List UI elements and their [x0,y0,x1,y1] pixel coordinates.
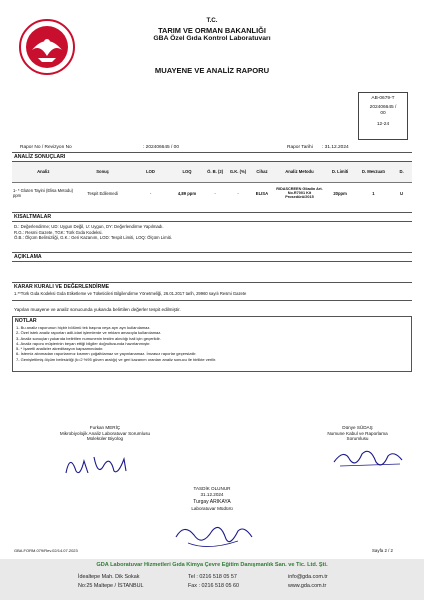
approval-label: TASDİK OLUNUR [193,486,231,491]
footer-phone: Tel : 0216 518 05 57 [188,574,237,580]
table-row [12,182,412,204]
cell-method: RIDASCREEN Gliadin Art. No.R7001 Kit Prosedürü/2015 [276,187,323,200]
col-device: Cihaz [249,162,274,182]
cell-regulation: 1 [372,190,375,196]
header-line-1: T.C. [206,17,218,24]
report-date-label: Rapor Tarihi [287,145,313,150]
footer-website[interactable]: www.gda.com.tr [288,583,327,589]
abbreviations-title: KISALTMALAR [12,212,412,222]
note-line: 4- Analiz raporu müşterinin beyan ettiği bilgiler doğrultusunda hazırlanmıştır. [16,340,151,346]
rules-title: KARAR KURALI VE DEĞERLENDİRME [12,282,412,291]
col-uncertainty: Ö. B. (2) [204,162,227,182]
cell-recovery: - [237,190,239,196]
cell-limit: 20ppm [333,190,347,196]
footer-company: GDA Laboratuvar Hizmetleri Gıda Kimya Çevre Eğitim Danışmanlık San. ve Tic. Ltd. Şti. [96,562,328,568]
lab-name: GBA Özel Gıda Kontrol Laboratuvarı [153,35,271,42]
col-result: Sonuç [75,162,131,182]
col-loq: LOQ [170,162,203,182]
notes-title: NOTLAR [15,318,37,324]
right-signatory-role: Sorumlusu [346,436,369,442]
ref-revision: 00 [380,111,386,116]
approver-name: Turgay ARIKAYA [193,499,231,506]
footer-fax: Fax : 0216 518 05 60 [188,583,239,589]
right-signatory-name: Dünye SÜDAŞ [342,425,373,430]
left-signatory-name: Furkan MERİÇ [89,425,121,430]
report-no-label: Rapor No / Revizyon No [20,145,72,150]
results-section-title: ANALİZ SONUÇLARI [12,152,412,162]
cell-lod: - [149,190,152,196]
cell-uncertainty: - [214,190,216,196]
col-recovery: G.K. (%) [227,162,250,182]
abbreviations-text [14,224,410,241]
cell-result: Tespit Edilemedi [87,190,118,196]
cell-evaluation: U [400,190,404,196]
note-line: 1- Bu analiz raporunun hiçbir bölümü tek başına veya ayrı ayrı kullanılamaz. [16,325,151,330]
abbreviation-line: Ö.B.: Ölçüm Belirsizliği, G.K.: Geri Kazanım, LOD: Tespit Limiti, LOQ: Ölçüm Limiti. [14,235,172,240]
ministry-name: TARIM VE ORMAN BAKANLIĞI [158,26,266,35]
col-lod: LOD [131,162,171,182]
col-limit: D. Limiti [324,162,355,182]
accreditation-ref-box [358,92,408,140]
approval-block [152,486,272,511]
footer-address-1: İdealtepe Mah. Dik Sokak [78,574,140,580]
approval-date: 31.12.2024 [200,491,224,497]
notes-box [12,316,412,372]
approval-signature [168,517,258,553]
footer-email[interactable]: info@gda.com.tr [288,574,328,580]
note-line: 6- İstemiz alınmadan raporlarımız kısmen çoğaltılamaz ve yayınlanamaz. İmzasız raporlar geçersizdir. [16,351,197,357]
left-signatory [30,425,180,442]
abbreviation-line: D.: Değerlendirme; UD: Uygun Değil, U: Uygun, DY: Değerlendirme Yapılmadı. [14,224,164,229]
report-title: MUAYENE VE ANALİZ RAPORU [154,66,270,75]
ref-code: AB-0679-T [371,96,395,101]
note-line: 2- Özel istek analiz raporları adli-idari işlemlerde ve reklam amacıyla kullanılamaz. [16,330,162,336]
left-signature [60,447,150,481]
ref-period: 12-24 [376,122,390,127]
note-line: 3- Analiz sonuçları yukarıda belirtilen numunenin testim alındığı hali için geçerlidir. [16,335,161,341]
report-no-value: : 202406645 / 00 [143,145,180,150]
results-table [12,162,412,204]
note-line: 7- Genişletilmiş ölçüm belirsizliği (k=2 %95 güven aralığı) ve geri kazanım oranları analiz sonucu ile birlikte verilir. [16,356,217,362]
right-signature [330,444,410,472]
abbreviation-line: R.G.: Resmi Gazete, TGK: Türk Gıda Kodeksi. [14,229,103,235]
col-analysis: Analiz [12,162,75,182]
cell-device: ELISA [255,190,269,196]
cell-loq: 4,89 ppm [177,190,197,196]
right-signatory [300,425,415,442]
rules-text: 1.**Türk Gıda Kodeksi Gıda Etiketleme ve Tüketicileri Bilgilendirme Yönetmeliği, 26.01.2017 tarih, 29960 sayılı Resmi Gazete [14,291,247,296]
page-number: Sayfa 2 / 2 [372,548,393,553]
note-line: 5- * İşaretli analizler akreditasyon kapsamındadır. [16,346,104,352]
explanation-title: AÇIKLAMA [12,252,412,262]
approver-title: Laboratuvar Müdürü [191,505,233,511]
rules-divider [12,300,412,301]
right-signatory-title: Numune Kabul ve Raporlama [327,430,388,436]
left-signatory-role: Moleküler Biyolog [86,436,124,442]
col-evaluation: D. [391,162,412,182]
report-date-value: : 31.12.2024 [322,145,349,150]
statement-text: Yapılan muayene ve analiz sonucunda yukarıda belirtilen değerler tespit edilmiştir. [14,307,181,312]
form-number: GBA.FORM.079/Rev.02/14.07.2023 [14,548,78,553]
col-method: Analiz Metodu [274,162,324,182]
footer-address-2: No:25 Maltepe / İSTANBUL [78,583,144,589]
ref-report-no: 202406645 / [369,105,397,110]
col-regulation: D. Mevzuatı [356,162,391,182]
cell-analysis: 1- * Gluten Tayini (Elisa Metodu) ppm [13,188,73,199]
left-signatory-title: Mikrobiyolojik Analiz Laboratuvar Sorumlusu [59,430,151,436]
